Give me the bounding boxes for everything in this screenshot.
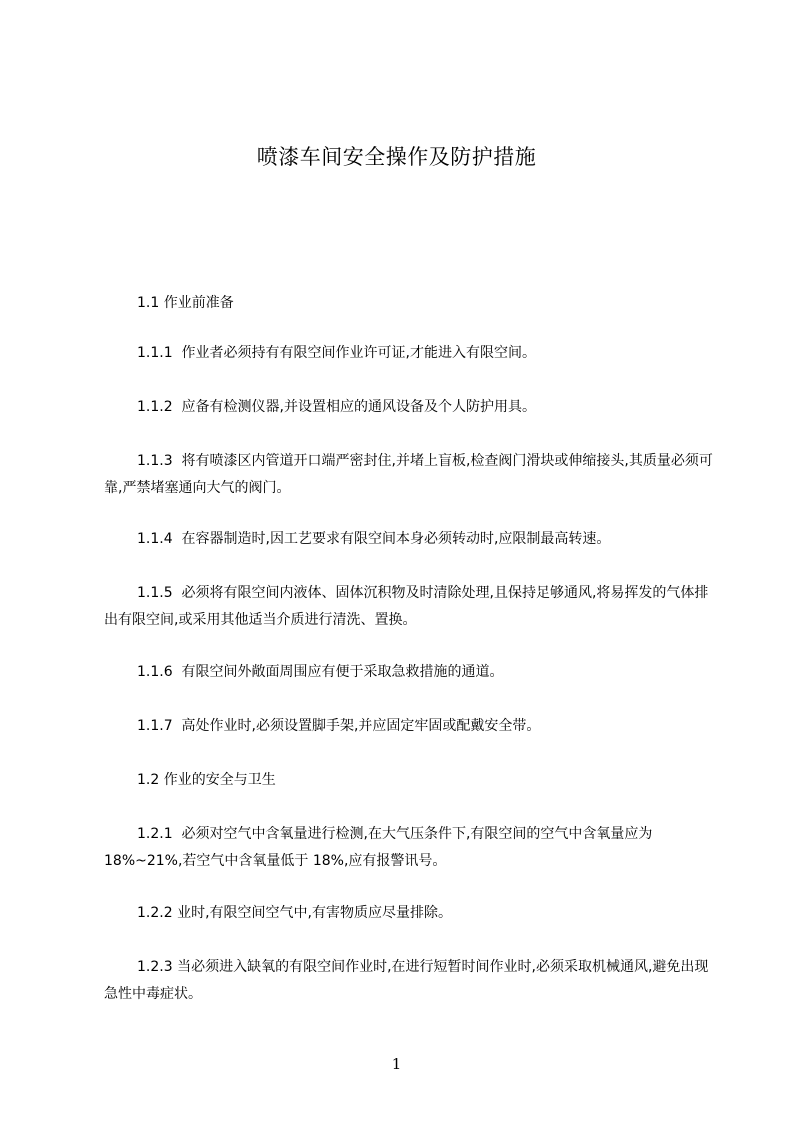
section-heading-1-2: 1.2 作业的安全与卫生 (137, 772, 276, 788)
paragraph-1-2-1: 1.2.1 必须对空气中含氧量进行检测,在大气压条件下,有限空间的空气中含氧量应为 18%~21%,若空气中含氧量低于 18%,应有报警讯号。 (104, 826, 657, 869)
paragraph-1-1-5: 1.1.5 必须将有限空间内液体、固体沉积物及时清除处理,且保持足够通风,将易挥发的气体排出有限空间,或采用其他适当介质进行清洗、置换。 (104, 585, 709, 628)
page-number: 1 (391, 1055, 402, 1073)
paragraph-1-1-6: 1.1.6 有限空间外敞面周围应有便于采取急救措施的通道。 (137, 664, 504, 680)
paragraph-1-1-7: 1.1.7 高处作业时,必须设置脚手架,并应固定牢固或配戴安全带。 (137, 718, 541, 734)
paragraph-1-1-3: 1.1.3 将有喷漆区内管道开口端严密封住,并堵上盲板,检查阀门滑块或伸缩接头,其质量必须可靠,严禁堵塞通向大气的阀门。 (104, 453, 713, 496)
paragraph-1-2-2: 1.2.2 业时,有限空间空气中,有害物质应尽量排除。 (137, 905, 452, 921)
section-heading-1-1: 1.1 作业前准备 (137, 295, 234, 311)
paragraph-1-1-1: 1.1.1 作业者必须持有有限空间作业许可证,才能进入有限空间。 (137, 345, 536, 361)
paragraph-1-2-3: 1.2.3 当必须进入缺氧的有限空间作业时,在进行短暂时间作业时,必须采取机械通风,避免出现急性中毒症状。 (104, 959, 709, 1002)
paragraph-1-1-2: 1.1.2 应备有检测仪器,并设置相应的通风设备及个人防护用具。 (137, 399, 536, 415)
paragraph-1-1-4: 1.1.4 在容器制造时,因工艺要求有限空间本身必须转动时,应限制最高转速。 (137, 531, 611, 547)
document-title: 喷漆车间安全操作及防护措施 (256, 145, 537, 169)
